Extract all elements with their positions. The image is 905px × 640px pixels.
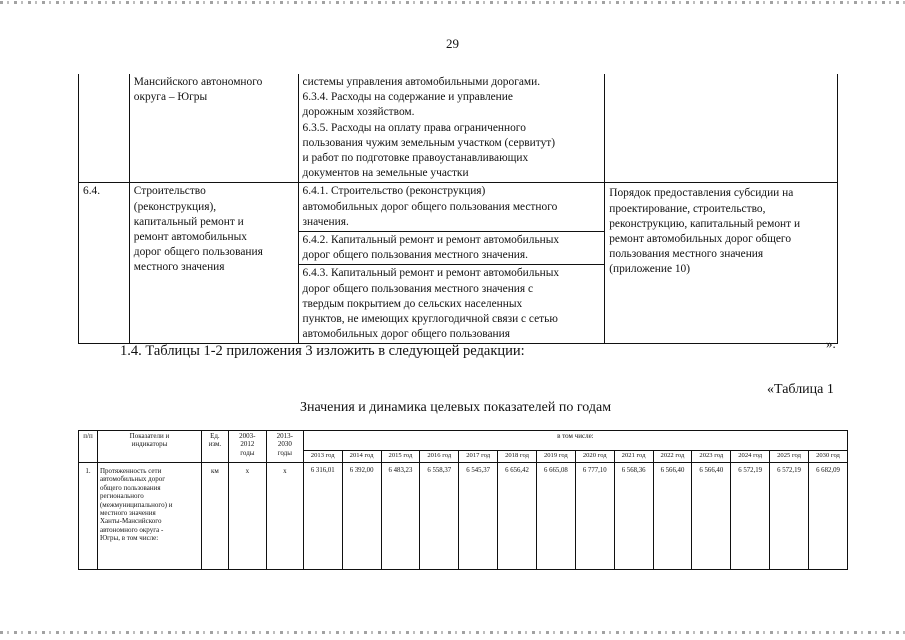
header-unit: Ед. изм.: [201, 431, 228, 463]
row-value: 6 568,36: [614, 463, 653, 570]
page-number: 29: [446, 36, 459, 51]
row-value: 6 545,37: [459, 463, 498, 570]
row-value: 6 316,01: [303, 463, 342, 570]
upper-table: [78, 74, 838, 344]
row-period-2003-2012: х: [228, 463, 266, 570]
header-year: 2013 год: [303, 451, 342, 463]
table-title: Значения и динамика целевых показателей по годам: [299, 400, 612, 415]
header-year: 2020 год: [575, 451, 614, 463]
cell-procedure: Порядок предоставления субсидии на проектирование, строительство, реконструкцию, капитальный ремонт и ремонт автомобильных дорог общего пользования местного значения (приложение 10): [605, 183, 838, 344]
header-year: 2019 год: [536, 451, 575, 463]
header-year: 2015 год: [381, 451, 420, 463]
header-year: 2030 год: [808, 451, 847, 463]
amendment-instruction: 1.4. Таблицы 1-2 приложения 3 изложить в следующей редакции:: [120, 343, 525, 359]
row-indicator: Протяженность сети автомобильных дорог общего пользования регионального (межмуниципального) и местного значения Ханты-Мансийского автономного округа - Югры, в том числе:: [97, 463, 201, 570]
header-period-2003-2012: 2003- 2012 годы: [228, 431, 266, 463]
row-number: 1.: [79, 463, 98, 570]
header-year: 2025 год: [770, 451, 809, 463]
scan-edge-bottom: [0, 631, 905, 634]
header-year: 2023 год: [692, 451, 731, 463]
cell-name-continued: Мансийского автономного округа – Югры: [129, 74, 298, 183]
row-value: 6 483,23: [381, 463, 420, 570]
table-row-continued: [79, 74, 838, 183]
cell-number-empty: [79, 74, 130, 183]
cell-measures-continued: системы управления автомобильными дорогами. 6.3.4. Расходы на содержание и управление дорожным хозяйством. 6.3.5. Расходы на оплату права ограниченного пользования чужим земельным участком (сервитут) и работ по подготовке правоустанавливающих документов на земельные участки: [298, 74, 605, 183]
table-row-6-4: [79, 183, 838, 344]
header-year: 2017 год: [459, 451, 498, 463]
table-label: «Таблица 1: [767, 382, 834, 397]
header-year: 2021 год: [614, 451, 653, 463]
header-year: 2018 год: [498, 451, 537, 463]
header-num: п/п: [79, 431, 98, 463]
header-indicators: Показатели и индикаторы: [97, 431, 201, 463]
row-value: 6 572,19: [731, 463, 770, 570]
table-row: [79, 463, 848, 570]
sub-item-6-4-1: 6.4.1. Строительство (реконструкция) автомобильных дорог общего пользования местного значения.: [299, 183, 605, 232]
row-value: 6 566,40: [653, 463, 692, 570]
cell-row-name: Строительство (реконструкция), капитальный ремонт и ремонт автомобильных дорог общего пользования местного значения: [129, 183, 298, 344]
row-value: 6 682,09: [808, 463, 847, 570]
header-year: 2014 год: [342, 451, 381, 463]
row-value: 6 777,10: [575, 463, 614, 570]
row-value: 6 566,40: [692, 463, 731, 570]
row-value: 6 656,42: [498, 463, 537, 570]
cell-row-number: 6.4.: [79, 183, 130, 344]
header-year: 2024 год: [731, 451, 770, 463]
row-period-2013-2030: х: [266, 463, 303, 570]
scan-edge-top: [0, 1, 905, 4]
row-value: 6 392,00: [342, 463, 381, 570]
sub-item-6-4-3: 6.4.3. Капитальный ремонт и ремонт автомобильных дорог общего пользования местного значения с твердым покрытием до сельских населенных пунктов, не имеющих круглогодичной связи с сетью автомобильных дорог общего пользования: [302, 267, 560, 341]
cell-procedure-empty: [605, 74, 838, 183]
closing-quote: ».: [826, 336, 836, 351]
header-including: в том числе:: [303, 431, 847, 451]
header-row-1: [79, 431, 848, 451]
header-year: 2016 год: [420, 451, 459, 463]
indicator-table: [78, 430, 848, 570]
sub-item-6-4-2: 6.4.2. Капитальный ремонт и ремонт автомобильных дорог общего пользования местного значения.: [299, 232, 605, 265]
row-value: 6 558,37: [420, 463, 459, 570]
cell-sub-measures: [298, 183, 605, 344]
row-unit: км: [201, 463, 228, 570]
row-value: 6 572,19: [770, 463, 809, 570]
row-value: 6 665,08: [536, 463, 575, 570]
header-period-2013-2030: 2013- 2030 годы: [266, 431, 303, 463]
header-year: 2022 год: [653, 451, 692, 463]
